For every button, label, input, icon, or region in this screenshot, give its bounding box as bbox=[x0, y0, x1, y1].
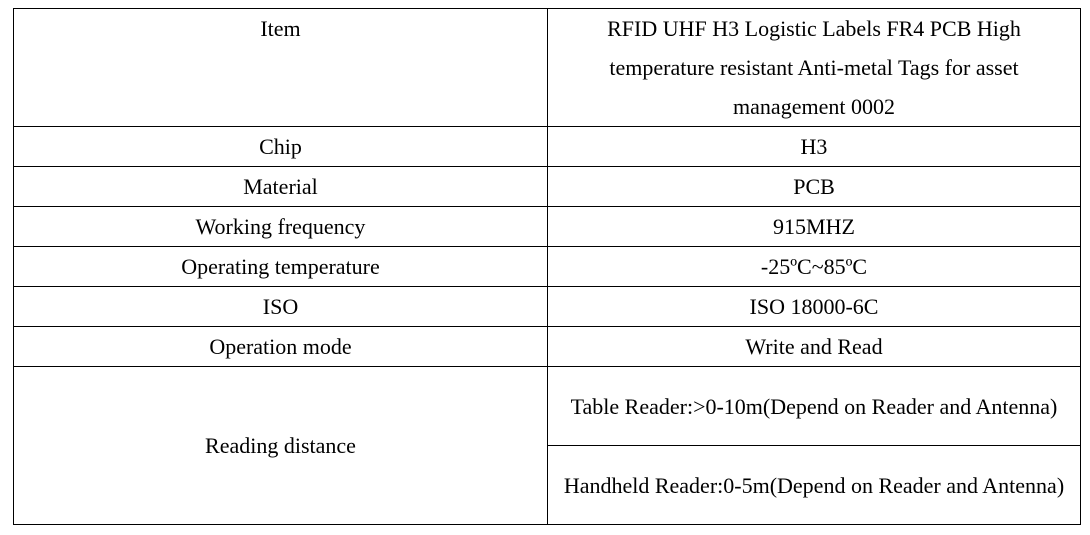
table-row bbox=[14, 247, 1081, 287]
row-value-handheld-reader: Handheld Reader:0-5m(Depend on Reader and Antenna) bbox=[548, 446, 1081, 525]
row-value-operation-mode: Write and Read bbox=[548, 327, 1081, 367]
table-row bbox=[14, 207, 1081, 247]
row-value-table-reader: Table Reader:>0-10m(Depend on Reader and Antenna) bbox=[548, 367, 1081, 446]
table-row bbox=[14, 287, 1081, 327]
row-label-working-frequency: Working frequency bbox=[14, 207, 548, 247]
table-row bbox=[14, 9, 1081, 127]
row-label-reading-distance: Reading distance bbox=[14, 367, 548, 525]
spec-table bbox=[13, 8, 1081, 525]
row-value-iso: ISO 18000-6C bbox=[548, 287, 1081, 327]
table-row bbox=[14, 167, 1081, 207]
table-row bbox=[14, 327, 1081, 367]
row-label-chip: Chip bbox=[14, 127, 548, 167]
row-label-operation-mode: Operation mode bbox=[14, 327, 548, 367]
row-label-operating-temperature: Operating temperature bbox=[14, 247, 548, 287]
table-row bbox=[14, 127, 1081, 167]
row-value-material: PCB bbox=[548, 167, 1081, 207]
row-label-iso: ISO bbox=[14, 287, 548, 327]
table-row bbox=[14, 367, 1081, 446]
row-value-chip: H3 bbox=[548, 127, 1081, 167]
row-value-operating-temperature: -25ºC~85ºC bbox=[548, 247, 1081, 287]
row-value-working-frequency: 915MHZ bbox=[548, 207, 1081, 247]
row-label-material: Material bbox=[14, 167, 548, 207]
row-value-item: RFID UHF H3 Logistic Labels FR4 PCB High temperature resistant Anti-metal Tags for asset management 0002 bbox=[548, 9, 1081, 127]
row-label-item: Item bbox=[14, 9, 548, 127]
